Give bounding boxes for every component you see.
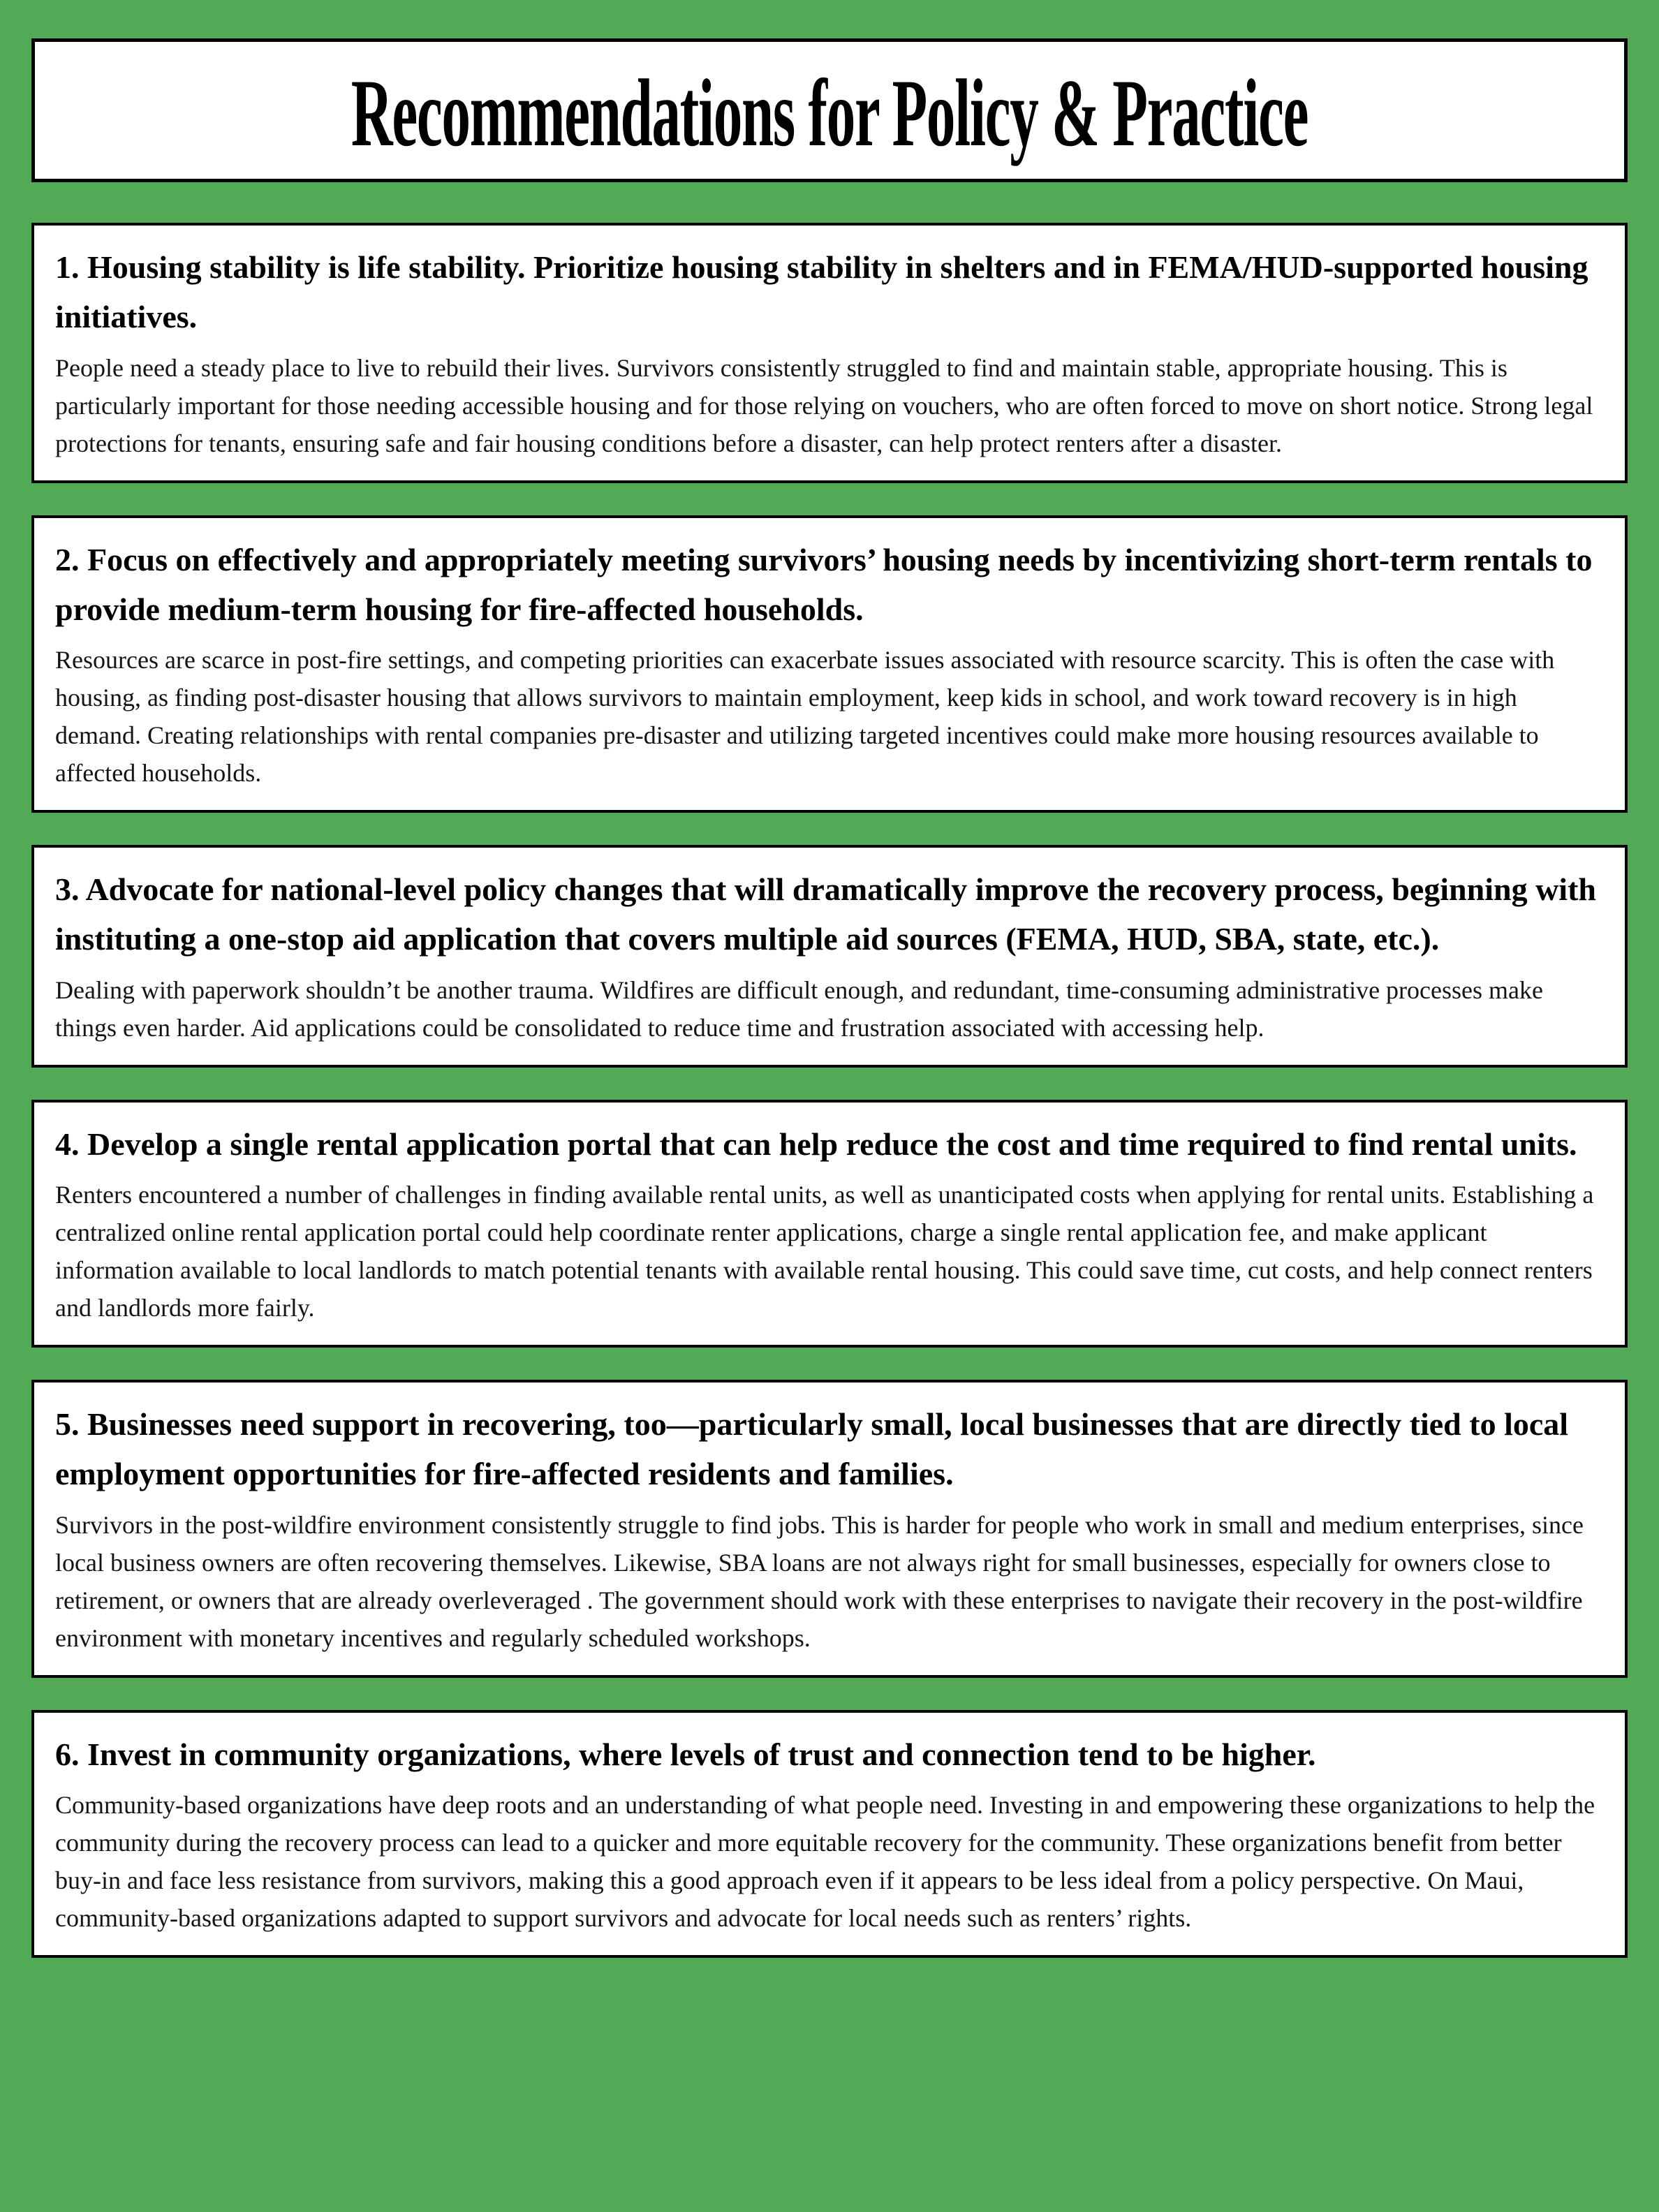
recommendation-1-body: People need a steady place to live to rebuild their lives. Survivors consistently struggled to find and maintain stable, appropriate housing. This is particularly important for those needing accessible housing and for those relying on vouchers, who are often forced to move on short notice. Strong legal protections for tenants, ensuring safe and fair housing conditions before a disaster, can help protect renters after a disaster.: [55, 353, 1593, 457]
page-title: Recommendations for Policy & Practice: [351, 59, 1308, 166]
recommendation-4-heading: 4. Develop a single rental application portal that can help reduce the cost and time required to find rental units.: [55, 1126, 1577, 1162]
recommendation-3-heading: 3. Advocate for national-level policy changes that will dramatically improve the recovery process, beginning with instituting a one-stop aid application that covers multiple aid sources (FEMA, HUD, SBA, state, etc.).: [55, 871, 1596, 957]
recommendation-3-body: Dealing with paperwork shouldn’t be another trauma. Wildfires are difficult enough, and redundant, time-consuming administrative processes make things even harder. Aid applications could be consolidated to reduce time and frustration associated with accessing help.: [55, 975, 1543, 1042]
recommendation-2-body: Resources are scarce in post-fire settings, and competing priorities can exacerbate issues associated with resource scarcity. This is often the case with housing, as finding post-disaster housing that allows survivors to maintain employment, keep kids in school, and work toward recovery is in high demand. Creating relationships with rental companies pre-disaster and utilizing targeted incentives could make more housing resources available to affected households.: [55, 646, 1555, 788]
recommendation-card-2: [31, 515, 1628, 813]
recommendation-card-6: [31, 1710, 1628, 1958]
recommendation-1-heading: 1. Housing stability is life stability. Prioritize housing stability in shelters and in FEMA/HUD-supported housing initiatives.: [55, 249, 1588, 335]
recommendation-4-body: Renters encountered a number of challenges in finding available rental units, as well as unanticipated costs when applying for rental units. Establishing a centralized online rental application portal could help coordinate renter applications, charge a single rental application fee, and make applicant information available to local landlords to match potential tenants with available rental housing. This could save time, cut costs, and help connect renters and landlords more fairly.: [55, 1181, 1594, 1322]
title-banner: [31, 38, 1628, 182]
recommendation-5-heading: 5. Businesses need support in recovering, too—particularly small, local businesses that are directly tied to local employment opportunities for fire-affected residents and families.: [55, 1406, 1569, 1492]
recommendation-5-body: Survivors in the post-wildfire environment consistently struggle to find jobs. This is harder for people who work in small and medium enterprises, since local business owners are often recovering themselves. Likewise, SBA loans are not always right for small businesses, especially for owners close to retirement, or owners that are already overleveraged . The government should work with these enterprises to navigate their recovery in the post-wildfire environment with monetary incentives and regularly scheduled workshops.: [55, 1510, 1584, 1652]
recommendation-6-heading: 6. Invest in community organizations, where levels of trust and connection tend to be higher.: [55, 1736, 1316, 1772]
recommendation-card-4: [31, 1100, 1628, 1348]
recommendation-card-5: [31, 1380, 1628, 1678]
recommendation-2-heading: 2. Focus on effectively and appropriately meeting survivors’ housing needs by incentivizing short-term rentals to provide medium-term housing for fire-affected households.: [55, 541, 1593, 627]
recommendation-card-1: [31, 223, 1628, 483]
recommendation-card-3: [31, 845, 1628, 1068]
recommendation-6-body: Community-based organizations have deep roots and an understanding of what people need. Investing in and empowering these organizations to help the community during the recovery process can lead to a quicker and more equitable recovery for the community. These organizations benefit from better buy-in and face less resistance from survivors, making this a good approach even if it appears to be less ideal from a policy perspective. On Maui, community-based organizations adapted to support survivors and advocate for local needs such as renters’ rights.: [55, 1790, 1595, 1932]
